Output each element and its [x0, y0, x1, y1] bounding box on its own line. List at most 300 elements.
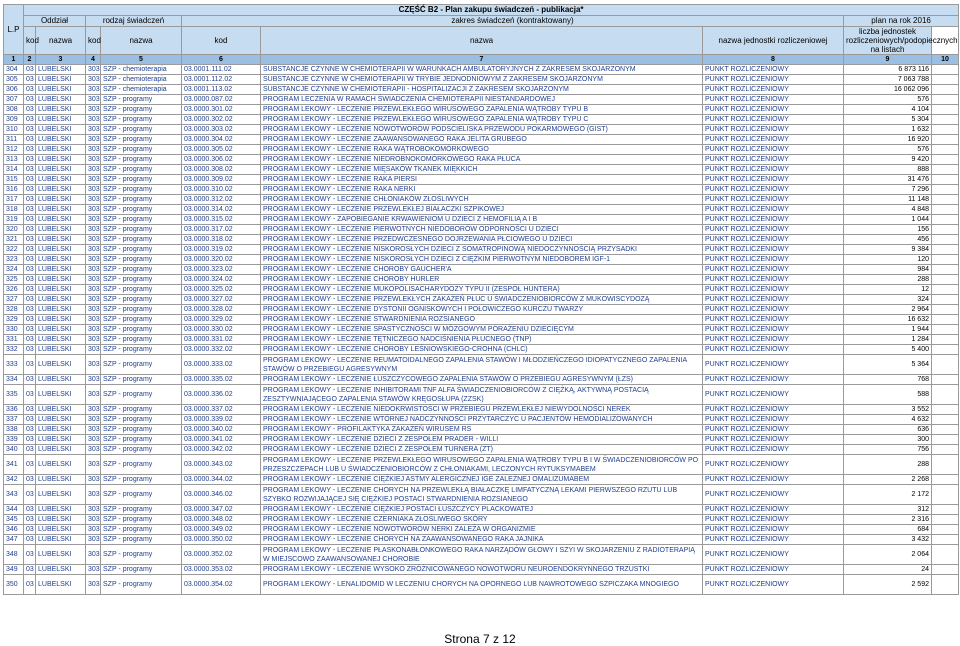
row-oddzial-nazwa: LUBELSKI — [36, 435, 86, 445]
row-oddzial-nazwa: LUBELSKI — [36, 575, 86, 595]
row-zakres-nazwa: PROGRAM LEKOWY - LECZENIE ZAAWANSOWANEGO RAKA JELITA GRUBEGO — [261, 135, 703, 145]
row-rodzaj-kod: 303 — [86, 125, 101, 135]
row-zakres-nazwa: PROGRAM LEKOWY - LECZENIE MIĘSAKÓW TKANEK MIĘKKICH — [261, 165, 703, 175]
row-lp: 328 — [4, 305, 24, 315]
row-oddzial-nazwa: LUBELSKI — [36, 535, 86, 545]
row-oddzial-nazwa: LUBELSKI — [36, 565, 86, 575]
header-rodzaj-kod: kod — [86, 27, 101, 55]
row-jednostka: PUNKT ROZLICZENIOWY — [703, 305, 844, 315]
row-oddzial-kod: 03 — [24, 65, 36, 75]
row-jednostka: PUNKT ROZLICZENIOWY — [703, 385, 844, 405]
row-liczba: 16 062 096 — [844, 85, 932, 95]
row-liczba: 2 316 — [844, 515, 932, 525]
row-zakres-nazwa: PROGRAM LEKOWY - LECZENIE NISKOROSŁYCH DZIECI Z CIĘŻKIM PIERWOTNYM NIEDOBOREM IGF-1 — [261, 255, 703, 265]
row-zakres-kod: 03.0000.312.02 — [182, 195, 261, 205]
row-rodzaj-nazwa: SZP - programy — [101, 525, 182, 535]
row-zakres-nazwa: PROGRAM LEKOWY - LECZENIE DZIECI Z ZESPOŁEM TURNERA (ZT) — [261, 445, 703, 455]
row-zakres-nazwa: PROGRAM LEKOWY - LECZENIE CHORYCH NA PRZEWLEKŁĄ BIAŁACZKĘ LIMFATYCZNĄ LEKAMI PIERWSZEGO RZUTU LUB SZYBKO ROZWIJAJĄCEJ SIĘ CIĘŻKIEJ POSTACI STWARDNIENIA ROZSIANEGO — [261, 485, 703, 505]
row-uwagi — [932, 275, 959, 285]
row-jednostka: PUNKT ROZLICZENIOWY — [703, 245, 844, 255]
row-oddzial-nazwa: LUBELSKI — [36, 295, 86, 305]
row-oddzial-nazwa: LUBELSKI — [36, 475, 86, 485]
row-jednostka: PUNKT ROZLICZENIOWY — [703, 165, 844, 175]
table-row — [4, 455, 959, 475]
row-rodzaj-kod: 303 — [86, 505, 101, 515]
header-oddzial: Oddział — [24, 16, 86, 27]
table-row — [4, 345, 959, 355]
row-rodzaj-nazwa: SZP - programy — [101, 535, 182, 545]
row-liczba: 2 064 — [844, 545, 932, 565]
header-rodzaj-nazwa: nazwa — [101, 27, 182, 55]
row-oddzial-kod: 03 — [24, 515, 36, 525]
row-zakres-kod: 03.0000.336.02 — [182, 385, 261, 405]
row-oddzial-nazwa: LUBELSKI — [36, 315, 86, 325]
row-uwagi — [932, 355, 959, 375]
row-oddzial-nazwa: LUBELSKI — [36, 415, 86, 425]
row-rodzaj-nazwa: SZP - programy — [101, 275, 182, 285]
row-uwagi — [932, 195, 959, 205]
row-oddzial-kod: 03 — [24, 165, 36, 175]
table-row — [4, 485, 959, 505]
row-oddzial-nazwa: LUBELSKI — [36, 355, 86, 375]
row-lp: 337 — [4, 415, 24, 425]
row-rodzaj-nazwa: SZP - programy — [101, 175, 182, 185]
row-liczba: 2 172 — [844, 485, 932, 505]
row-liczba: 11 148 — [844, 195, 932, 205]
row-rodzaj-kod: 303 — [86, 385, 101, 405]
row-jednostka: PUNKT ROZLICZENIOWY — [703, 375, 844, 385]
row-rodzaj-nazwa: SZP - programy — [101, 285, 182, 295]
row-zakres-nazwa: PROGRAM LEKOWY - LECZENIE CHŁONIAKÓW ZŁOŚLIWYCH — [261, 195, 703, 205]
row-oddzial-kod: 03 — [24, 295, 36, 305]
row-oddzial-kod: 03 — [24, 335, 36, 345]
table-row — [4, 515, 959, 525]
row-lp: 321 — [4, 235, 24, 245]
row-lp: 336 — [4, 405, 24, 415]
table-row — [4, 205, 959, 215]
row-rodzaj-nazwa: SZP - programy — [101, 415, 182, 425]
row-zakres-kod: 03.0000.324.02 — [182, 275, 261, 285]
row-zakres-nazwa: PROGRAM LEKOWY - LECZENIE SPASTYCZNOŚCI W MÓZGOWYM PORAŻENIU DZIECIĘCYM — [261, 325, 703, 335]
row-zakres-nazwa: PROGRAM LEKOWY - LECZENIE CHOROBY GAUCHER'A — [261, 265, 703, 275]
row-rodzaj-kod: 303 — [86, 75, 101, 85]
row-oddzial-kod: 03 — [24, 345, 36, 355]
row-uwagi — [932, 125, 959, 135]
row-jednostka: PUNKT ROZLICZENIOWY — [703, 65, 844, 75]
row-liczba: 1 632 — [844, 125, 932, 135]
row-oddzial-nazwa: LUBELSKI — [36, 145, 86, 155]
table-row — [4, 475, 959, 485]
row-rodzaj-nazwa: SZP - programy — [101, 325, 182, 335]
row-lp: 348 — [4, 545, 24, 565]
row-zakres-kod: 03.0000.333.02 — [182, 355, 261, 375]
row-rodzaj-kod: 303 — [86, 435, 101, 445]
header-plan: plan na rok 2016 — [844, 16, 959, 27]
row-rodzaj-kod: 303 — [86, 565, 101, 575]
row-jednostka: PUNKT ROZLICZENIOWY — [703, 445, 844, 455]
row-zakres-kod: 03.0000.301.02 — [182, 105, 261, 115]
row-jednostka: PUNKT ROZLICZENIOWY — [703, 345, 844, 355]
row-rodzaj-kod: 303 — [86, 525, 101, 535]
row-uwagi — [932, 335, 959, 345]
row-zakres-kod: 03.0001.113.02 — [182, 85, 261, 95]
row-liczba: 5 304 — [844, 115, 932, 125]
row-zakres-nazwa: PROGRAM LEKOWY - LECZENIE NIEDOKRWISTOŚCI W PRZEBIEGU PRZEWLEKŁEJ NIEWYDOLNOŚCI NEREK — [261, 405, 703, 415]
row-uwagi — [932, 255, 959, 265]
row-uwagi — [932, 65, 959, 75]
row-rodzaj-nazwa: SZP - programy — [101, 565, 182, 575]
row-zakres-nazwa: PROGRAM LEKOWY - LECZENIE RAKA NERKI — [261, 185, 703, 195]
row-rodzaj-nazwa: SZP - programy — [101, 125, 182, 135]
row-oddzial-kod: 03 — [24, 305, 36, 315]
row-oddzial-kod: 03 — [24, 565, 36, 575]
row-oddzial-kod: 03 — [24, 315, 36, 325]
row-rodzaj-kod: 303 — [86, 155, 101, 165]
row-uwagi — [932, 515, 959, 525]
row-oddzial-kod: 03 — [24, 475, 36, 485]
row-jednostka: PUNKT ROZLICZENIOWY — [703, 525, 844, 535]
table-row — [4, 415, 959, 425]
row-oddzial-nazwa: LUBELSKI — [36, 545, 86, 565]
row-jednostka: PUNKT ROZLICZENIOWY — [703, 235, 844, 245]
row-lp: 327 — [4, 295, 24, 305]
table-row — [4, 525, 959, 535]
table-row — [4, 115, 959, 125]
row-uwagi — [932, 175, 959, 185]
row-lp: 311 — [4, 135, 24, 145]
row-rodzaj-kod: 303 — [86, 195, 101, 205]
row-rodzaj-kod: 303 — [86, 165, 101, 175]
row-oddzial-kod: 03 — [24, 485, 36, 505]
row-oddzial-nazwa: LUBELSKI — [36, 275, 86, 285]
row-liczba: 4 848 — [844, 205, 932, 215]
row-rodzaj-nazwa: SZP - programy — [101, 205, 182, 215]
row-rodzaj-kod: 303 — [86, 285, 101, 295]
row-oddzial-nazwa: LUBELSKI — [36, 445, 86, 455]
row-rodzaj-nazwa: SZP - programy — [101, 435, 182, 445]
row-rodzaj-nazwa: SZP - programy — [101, 165, 182, 175]
row-rodzaj-nazwa: SZP - programy — [101, 405, 182, 415]
row-zakres-kod: 03.0000.328.02 — [182, 305, 261, 315]
row-liczba: 5 400 — [844, 345, 932, 355]
row-rodzaj-kod: 303 — [86, 265, 101, 275]
row-rodzaj-kod: 303 — [86, 135, 101, 145]
row-rodzaj-kod: 303 — [86, 415, 101, 425]
row-rodzaj-nazwa: SZP - programy — [101, 105, 182, 115]
column-number: 3 — [36, 55, 86, 65]
row-liczba: 120 — [844, 255, 932, 265]
row-lp: 331 — [4, 335, 24, 345]
row-zakres-kod: 03.0000.346.02 — [182, 485, 261, 505]
row-zakres-nazwa: PROGRAM LEKOWY - LECZENIE PRZEDWCZESNEGO DOJRZEWANIA PŁCIOWEGO U DZIECI — [261, 235, 703, 245]
row-zakres-nazwa: PROGRAM LEKOWY - LECZENIE PŁASKONABŁONKOWEGO RAKA NARZĄDÓW GŁOWY I SZYI W SKOJARZENIU Z RADIOTERAPIĄ W MIEJSCOWO ZAAWANSOWANEJ CHOROBIE — [261, 545, 703, 565]
row-zakres-kod: 03.0000.304.02 — [182, 135, 261, 145]
row-zakres-kod: 03.0000.308.02 — [182, 165, 261, 175]
row-oddzial-kod: 03 — [24, 75, 36, 85]
row-lp: 343 — [4, 485, 24, 505]
row-rodzaj-nazwa: SZP - programy — [101, 265, 182, 275]
row-rodzaj-kod: 303 — [86, 275, 101, 285]
row-oddzial-kod: 03 — [24, 505, 36, 515]
column-number: 9 — [844, 55, 932, 65]
row-lp: 342 — [4, 475, 24, 485]
row-zakres-kod: 03.0000.350.02 — [182, 535, 261, 545]
row-uwagi — [932, 485, 959, 505]
table-body — [4, 65, 959, 595]
row-jednostka: PUNKT ROZLICZENIOWY — [703, 425, 844, 435]
row-uwagi — [932, 205, 959, 215]
row-lp: 322 — [4, 245, 24, 255]
row-zakres-kod: 03.0000.325.02 — [182, 285, 261, 295]
row-zakres-kod: 03.0000.306.02 — [182, 155, 261, 165]
row-uwagi — [932, 535, 959, 545]
plan-table — [3, 4, 959, 595]
row-zakres-nazwa: PROGRAM LEKOWY - ZAPOBIEGANIE KRWAWIENIOM U DZIECI Z HEMOFILIĄ A I B — [261, 215, 703, 225]
row-uwagi — [932, 545, 959, 565]
row-zakres-nazwa: PROGRAM LEKOWY - LECZENIE NIEDROBNOKOMÓRKOWEGO RAKA PŁUCA — [261, 155, 703, 165]
row-zakres-nazwa: PROGRAM LEKOWY - LECZENIE CHOROBY LEŚNIOWSKIEGO-CROHNA (CHLC) — [261, 345, 703, 355]
row-oddzial-nazwa: LUBELSKI — [36, 195, 86, 205]
row-rodzaj-nazwa: SZP - chemioterapia — [101, 65, 182, 75]
row-oddzial-nazwa: LUBELSKI — [36, 405, 86, 415]
row-zakres-nazwa: PROGRAM LEKOWY - LECZENIE WYSOKO ZRÓŻNICOWANEGO NOWOTWORU NEUROENDOKRYNNEGO TRZUSTKI — [261, 565, 703, 575]
row-zakres-nazwa: PROGRAM LEKOWY - LECZENIE RAKA WĄTROBOKOMÓRKOWEGO — [261, 145, 703, 155]
row-uwagi — [932, 185, 959, 195]
row-uwagi — [932, 405, 959, 415]
row-liczba: 31 476 — [844, 175, 932, 185]
row-rodzaj-nazwa: SZP - programy — [101, 185, 182, 195]
row-zakres-nazwa: PROGRAM LEKOWY - LECZENIE MUKOPOLISACHARYDOZY TYPU II (ZESPÓŁ HUNTERA) — [261, 285, 703, 295]
row-oddzial-kod: 03 — [24, 265, 36, 275]
row-oddzial-kod: 03 — [24, 115, 36, 125]
row-rodzaj-nazwa: SZP - programy — [101, 345, 182, 355]
row-rodzaj-nazwa: SZP - programy — [101, 445, 182, 455]
row-rodzaj-nazwa: SZP - programy — [101, 195, 182, 205]
row-oddzial-kod: 03 — [24, 105, 36, 115]
table-row — [4, 445, 959, 455]
table-header — [4, 5, 959, 65]
table-row — [4, 135, 959, 145]
row-zakres-nazwa: PROGRAM LEKOWY - LECZENIE RAKA PIERSI — [261, 175, 703, 185]
row-oddzial-kod: 03 — [24, 215, 36, 225]
row-oddzial-nazwa: LUBELSKI — [36, 85, 86, 95]
row-liczba: 1 044 — [844, 215, 932, 225]
row-oddzial-kod: 03 — [24, 285, 36, 295]
row-zakres-nazwa: PROGRAM LEKOWY - LECZENIE ŁUSZCZYCOWEGO ZAPALENIA STAWÓW O PRZEBIEGU AGRESYWNYM (ŁZS) — [261, 375, 703, 385]
row-oddzial-kod: 03 — [24, 225, 36, 235]
row-rodzaj-nazwa: SZP - programy — [101, 455, 182, 475]
row-uwagi — [932, 435, 959, 445]
row-oddzial-nazwa: LUBELSKI — [36, 65, 86, 75]
row-uwagi — [932, 475, 959, 485]
row-uwagi — [932, 385, 959, 405]
row-zakres-nazwa: PROGRAM LEKOWY - PROFILAKTYKA ZAKAŻEŃ WIRUSEM RS — [261, 425, 703, 435]
row-zakres-kod: 03.0000.352.02 — [182, 545, 261, 565]
row-oddzial-nazwa: LUBELSKI — [36, 175, 86, 185]
row-rodzaj-nazwa: SZP - programy — [101, 355, 182, 375]
row-jednostka: PUNKT ROZLICZENIOWY — [703, 265, 844, 275]
row-lp: 315 — [4, 175, 24, 185]
row-jednostka: PUNKT ROZLICZENIOWY — [703, 455, 844, 475]
row-rodzaj-kod: 303 — [86, 215, 101, 225]
row-zakres-nazwa: PROGRAM LEKOWY - LECZENIE CHOROBY HURLER — [261, 275, 703, 285]
row-liczba: 312 — [844, 505, 932, 515]
row-oddzial-nazwa: LUBELSKI — [36, 515, 86, 525]
row-rodzaj-kod: 303 — [86, 355, 101, 375]
row-jednostka: PUNKT ROZLICZENIOWY — [703, 435, 844, 445]
row-zakres-kod: 03.0000.327.02 — [182, 295, 261, 305]
row-zakres-nazwa: PROGRAM LEKOWY - LECZENIE CHORYCH NA ZAAWANSOWANEGO RAKA JAJNIKA — [261, 535, 703, 545]
row-zakres-nazwa: PROGRAM LEKOWY - LECZENIE INHIBITORAMI TNF ALFA ŚWIADCZENIOBIORCÓW Z CIĘŻKĄ, AKTYWNĄ POSTACIĄ ZESZTYWNIAJĄCEGO ZAPALENIA STAWÓW KRĘGOSŁUPA (ZZSK) — [261, 385, 703, 405]
row-zakres-kod: 03.0001.112.02 — [182, 75, 261, 85]
table-row — [4, 305, 959, 315]
row-jednostka: PUNKT ROZLICZENIOWY — [703, 145, 844, 155]
row-uwagi — [932, 235, 959, 245]
row-zakres-kod: 03.0001.111.02 — [182, 65, 261, 75]
table-row — [4, 335, 959, 345]
row-zakres-nazwa: PROGRAM LEKOWY - LECZENIE DYSTONII OGNISKOWYCH I POŁOWICZEGO KURCZU TWARZY — [261, 305, 703, 315]
row-zakres-nazwa: PROGRAM LEKOWY - LECZENIE REUMATOIDALNEGO ZAPALENIA STAWÓW I MŁODZIEŃCZEGO IDIOPATYCZNEGO ZAPALENIA STAWÓW O PRZEBIEGU AGRESYWNYM — [261, 355, 703, 375]
row-rodzaj-kod: 303 — [86, 105, 101, 115]
row-zakres-nazwa: PROGRAM LEKOWY - LECZENIE STWARDNIENIA ROZSIANEGO — [261, 315, 703, 325]
row-liczba: 300 — [844, 435, 932, 445]
row-uwagi — [932, 145, 959, 155]
row-lp: 324 — [4, 265, 24, 275]
row-uwagi — [932, 245, 959, 255]
row-zakres-kod: 03.0000.332.02 — [182, 345, 261, 355]
row-uwagi — [932, 375, 959, 385]
row-oddzial-kod: 03 — [24, 205, 36, 215]
table-title: CZĘŚĆ B2 - Plan zakupu świadczeń - publikacja* — [24, 5, 959, 16]
row-uwagi — [932, 95, 959, 105]
row-uwagi — [932, 215, 959, 225]
table-row — [4, 125, 959, 135]
row-uwagi — [932, 525, 959, 535]
column-number: 10 — [932, 55, 959, 65]
row-rodzaj-kod: 303 — [86, 305, 101, 315]
row-lp: 308 — [4, 105, 24, 115]
row-lp: 341 — [4, 455, 24, 475]
row-uwagi — [932, 455, 959, 475]
row-jednostka: PUNKT ROZLICZENIOWY — [703, 545, 844, 565]
row-jednostka: PUNKT ROZLICZENIOWY — [703, 285, 844, 295]
row-rodzaj-nazwa: SZP - programy — [101, 115, 182, 125]
row-oddzial-nazwa: LUBELSKI — [36, 165, 86, 175]
row-jednostka: PUNKT ROZLICZENIOWY — [703, 485, 844, 505]
row-liczba: 4 632 — [844, 415, 932, 425]
row-zakres-nazwa: PROGRAM LEKOWY - LECZENIE CZERNIAKA ZŁOŚLIWEGO SKÓRY — [261, 515, 703, 525]
row-uwagi — [932, 225, 959, 235]
row-liczba: 2 964 — [844, 305, 932, 315]
row-jednostka: PUNKT ROZLICZENIOWY — [703, 195, 844, 205]
row-liczba: 4 104 — [844, 105, 932, 115]
row-jednostka: PUNKT ROZLICZENIOWY — [703, 255, 844, 265]
row-oddzial-kod: 03 — [24, 425, 36, 435]
row-oddzial-nazwa: LUBELSKI — [36, 485, 86, 505]
table-row — [4, 435, 959, 445]
row-oddzial-nazwa: LUBELSKI — [36, 425, 86, 435]
row-zakres-kod: 03.0000.342.02 — [182, 445, 261, 455]
row-rodzaj-kod: 303 — [86, 295, 101, 305]
row-jednostka: PUNKT ROZLICZENIOWY — [703, 325, 844, 335]
row-rodzaj-nazwa: SZP - programy — [101, 475, 182, 485]
table-row — [4, 95, 959, 105]
row-uwagi — [932, 75, 959, 85]
row-zakres-nazwa: PROGRAM LEKOWY - LECZENIE CIĘŻKIEJ POSTACI ŁUSZCZYCY PLACKOWATEJ — [261, 505, 703, 515]
row-liczba: 576 — [844, 145, 932, 155]
row-oddzial-kod: 03 — [24, 125, 36, 135]
row-rodzaj-kod: 303 — [86, 95, 101, 105]
table-row — [4, 75, 959, 85]
table-row — [4, 165, 959, 175]
header-lp: L.P — [4, 5, 24, 55]
row-liczba: 5 364 — [844, 355, 932, 375]
table-row — [4, 155, 959, 165]
row-oddzial-nazwa: LUBELSKI — [36, 525, 86, 535]
row-liczba: 756 — [844, 445, 932, 455]
row-liczba: 2 268 — [844, 475, 932, 485]
row-liczba: 16 632 — [844, 315, 932, 325]
row-jednostka: PUNKT ROZLICZENIOWY — [703, 275, 844, 285]
row-rodzaj-nazwa: SZP - chemioterapia — [101, 85, 182, 95]
row-oddzial-nazwa: LUBELSKI — [36, 285, 86, 295]
row-rodzaj-nazwa: SZP - programy — [101, 545, 182, 565]
row-rodzaj-nazwa: SZP - programy — [101, 575, 182, 595]
row-zakres-nazwa: PROGRAM LEKOWY - LECZENIE TĘTNICZEGO NADCIŚNIENIA PŁUCNEGO (TNP) — [261, 335, 703, 345]
row-lp: 329 — [4, 315, 24, 325]
row-oddzial-kod: 03 — [24, 275, 36, 285]
row-zakres-kod: 03.0000.310.02 — [182, 185, 261, 195]
row-oddzial-kod: 03 — [24, 535, 36, 545]
row-zakres-kod: 03.0000.331.02 — [182, 335, 261, 345]
row-oddzial-nazwa: LUBELSKI — [36, 375, 86, 385]
row-zakres-nazwa: PROGRAM LEKOWY - LECZENIE PRZEWLEKŁYCH ZAKAŻEŃ PŁUC U ŚWIADCZENIOBIORCÓW Z MUKOWISCYDOZĄ — [261, 295, 703, 305]
row-zakres-nazwa: PROGRAM LECZENIA W RAMACH ŚWIADCZENIA CHEMIOTERAPII NIESTANDARDOWEJ — [261, 95, 703, 105]
header-oddzial-kod: kod — [24, 27, 36, 55]
row-lp: 316 — [4, 185, 24, 195]
row-uwagi — [932, 85, 959, 95]
row-lp: 318 — [4, 205, 24, 215]
row-jednostka: PUNKT ROZLICZENIOWY — [703, 535, 844, 545]
row-uwagi — [932, 315, 959, 325]
row-oddzial-kod: 03 — [24, 255, 36, 265]
column-numbers-row — [4, 55, 959, 65]
row-oddzial-kod: 03 — [24, 155, 36, 165]
row-zakres-kod: 03.0000.335.02 — [182, 375, 261, 385]
row-uwagi — [932, 135, 959, 145]
row-oddzial-nazwa: LUBELSKI — [36, 305, 86, 315]
column-number: 6 — [182, 55, 261, 65]
row-oddzial-kod: 03 — [24, 175, 36, 185]
row-liczba: 888 — [844, 165, 932, 175]
row-jednostka: PUNKT ROZLICZENIOWY — [703, 405, 844, 415]
row-oddzial-nazwa: LUBELSKI — [36, 505, 86, 515]
row-oddzial-nazwa: LUBELSKI — [36, 105, 86, 115]
row-oddzial-kod: 03 — [24, 325, 36, 335]
row-oddzial-kod: 03 — [24, 235, 36, 245]
table-row — [4, 275, 959, 285]
header-zakres: zakres świadczeń (kontraktowany) — [182, 16, 844, 27]
row-rodzaj-kod: 303 — [86, 115, 101, 125]
row-rodzaj-nazwa: SZP - programy — [101, 255, 182, 265]
row-zakres-kod: 03.0000.343.02 — [182, 455, 261, 475]
row-zakres-nazwa: PROGRAM LEKOWY - LECZENIE NOWOTWORÓW NERKI ZALEŻA W ORGANIZMIE — [261, 525, 703, 535]
row-lp: 338 — [4, 425, 24, 435]
row-jednostka: PUNKT ROZLICZENIOWY — [703, 75, 844, 85]
row-rodzaj-kod: 303 — [86, 245, 101, 255]
row-rodzaj-nazwa: SZP - programy — [101, 315, 182, 325]
row-uwagi — [932, 445, 959, 455]
